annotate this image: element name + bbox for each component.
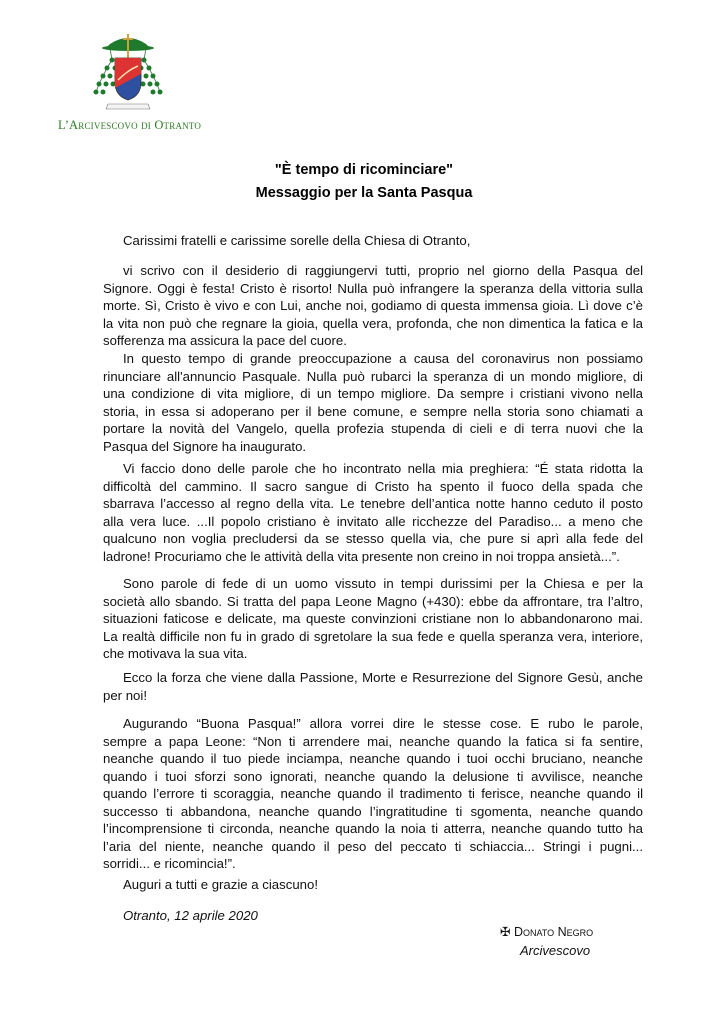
text-line: sempre a papa Leone: “Non ti arrendere mai, neanche quando la fatica si fa sentire, <box>103 733 643 749</box>
salutation <box>123 232 663 250</box>
text-line: Pasqua del Signore ha inaugurato. <box>103 438 307 454</box>
text-line: ladrone! Procuriamo che le attività della vita presente non creino in noi troppa ansietà...”. <box>103 548 620 564</box>
text-line: Sono parole di fede di un uomo vissuto in tempi durissimi per la Chiesa e per la <box>123 576 643 591</box>
paragraph-3 <box>103 460 643 565</box>
cross-icon: ✠ <box>500 925 511 939</box>
text-line: quando i tuoi sforzi sono ignorati, neanche quando la delusione ti avvilisce, neanche <box>103 768 643 784</box>
letterhead-text: L’Arcivescovo di Otranto <box>58 118 202 132</box>
text-line: In questo tempo di grande preoccupazione a causa del coronavirus non possiamo <box>123 351 643 366</box>
text-line: successo ti abbandona, neanche quando l’ingratitudine ti sgomenta, neanche quando <box>103 803 643 819</box>
text-line: che motivava la sua vita. <box>103 646 248 661</box>
document-title: "È tempo di ricominciare" <box>274 162 454 178</box>
signature-block <box>500 924 593 939</box>
text-line: morte. Sì, Cristo è vivo e con Lui, anche noi, godiamo di questa immensa gioia. Lì dove c’è <box>103 298 643 313</box>
text-line: alla vera luce. ...Il popolo cristiano è invitato alle ricchezze del Paradiso... a meno che <box>103 513 643 529</box>
signature-role: Arcivescovo <box>520 943 591 958</box>
text-line: Ecco la forza che viene dalla Passione, Morte e Resurrezione del Signore Gesù, anche <box>123 670 643 685</box>
paragraph-6 <box>103 715 643 873</box>
text-line: vi scrivo con il desiderio di raggiungervi tutti, proprio nel giorno della Pasqua del <box>123 263 643 278</box>
text-line: quando l’errore ti scoraggia, neanche quando il tradimento ti ferisce, neanche quando il <box>103 786 643 801</box>
text-line: Auguri a tutti e grazie a ciascuno! <box>123 877 318 892</box>
letter-date: Otranto, 12 aprile 2020 <box>123 908 258 923</box>
salutation-text: Carissimi fratelli e carissime sorelle della Chiesa di Otranto, <box>123 233 471 248</box>
text-line: portare la novità del Vangelo, quella profezia stupenda di cieli e di terra nuovi che la <box>103 421 643 436</box>
text-line: per noi! <box>103 687 147 703</box>
text-line: situazioni faticose e delicate, ma queste convinzioni cristiane non lo abbandonarono mai. <box>103 611 643 626</box>
text-line: rinunciare all'annuncio Pasquale. Nulla può rubarci la speranza di un mondo migliore, di <box>103 368 643 384</box>
text-line: la vita non può che regnare la gioia, quella vera, profonda, che non dimentica la fatica e la <box>103 315 643 331</box>
text-line: una condizione di vita migliore, di un tempo migliore. Da sempre i cristiani vivono nella <box>103 386 643 401</box>
text-line: difficoltà del cammino. Il sacro sangue di Cristo ha spento il fuoco della spada che <box>103 478 643 494</box>
text-line: qualcuno non voglia precludersi da se stesso quella via, che pure si aprì alla fede del <box>103 531 643 546</box>
paragraph-1 <box>103 262 643 350</box>
paragraph-7 <box>123 876 663 894</box>
paragraph-2 <box>103 350 643 455</box>
text-line: l’incomprensione ti circonda, neanche quando la noia ti atterra, neanche quando tutto ha <box>103 821 643 836</box>
text-line: La realtà difficile non fu in grado di sgretolare la sua fede e quella speranza vera, interiore, <box>103 628 643 644</box>
text-line: Augurando “Buona Pasqua!” allora vorrei dire le stesse cose. E rubo le parole, <box>123 716 643 731</box>
text-line: storia, in essa si adoperano per il bene comune, e sempre nella storia sono chiamati a <box>103 403 643 419</box>
text-line: l’aria del niente, neanche quando il peso del peccato ti schiaccia... Stringi i pugni... <box>103 838 643 854</box>
document-subtitle: Messaggio per la Santa Pasqua <box>255 185 473 201</box>
text-line: società allo sbando. Si tratta del papa Leone Magno (+430): ebbe da affrontare, tra l’altro, <box>103 593 643 609</box>
text-line: neanche quando il tuo piede inciampa, neanche quando i tuoi occhi bruciano, neanche <box>103 751 643 766</box>
paragraph-4 <box>103 575 643 663</box>
paragraph-5 <box>103 669 643 704</box>
text-line: sorridi... e ricomincia!”. <box>103 856 236 871</box>
text-line: sofferenza ma assicura la pace del cuore. <box>103 333 347 348</box>
coat-of-arms-emblem <box>88 30 168 115</box>
text-line: sbarrava l’accesso al regno della vita. Le tenebre dell’antica notte hanno ceduto il posto <box>103 496 643 511</box>
text-line: Signore. Oggi è festa! Cristo è risorto! Nulla può infrangere la speranza della vittoria sulla <box>103 280 643 296</box>
signature-name: Donato Negro <box>513 925 594 939</box>
text-line: Vi faccio dono delle parole che ho incontrato nella mia preghiera: “É stata ridotta la <box>123 461 643 476</box>
